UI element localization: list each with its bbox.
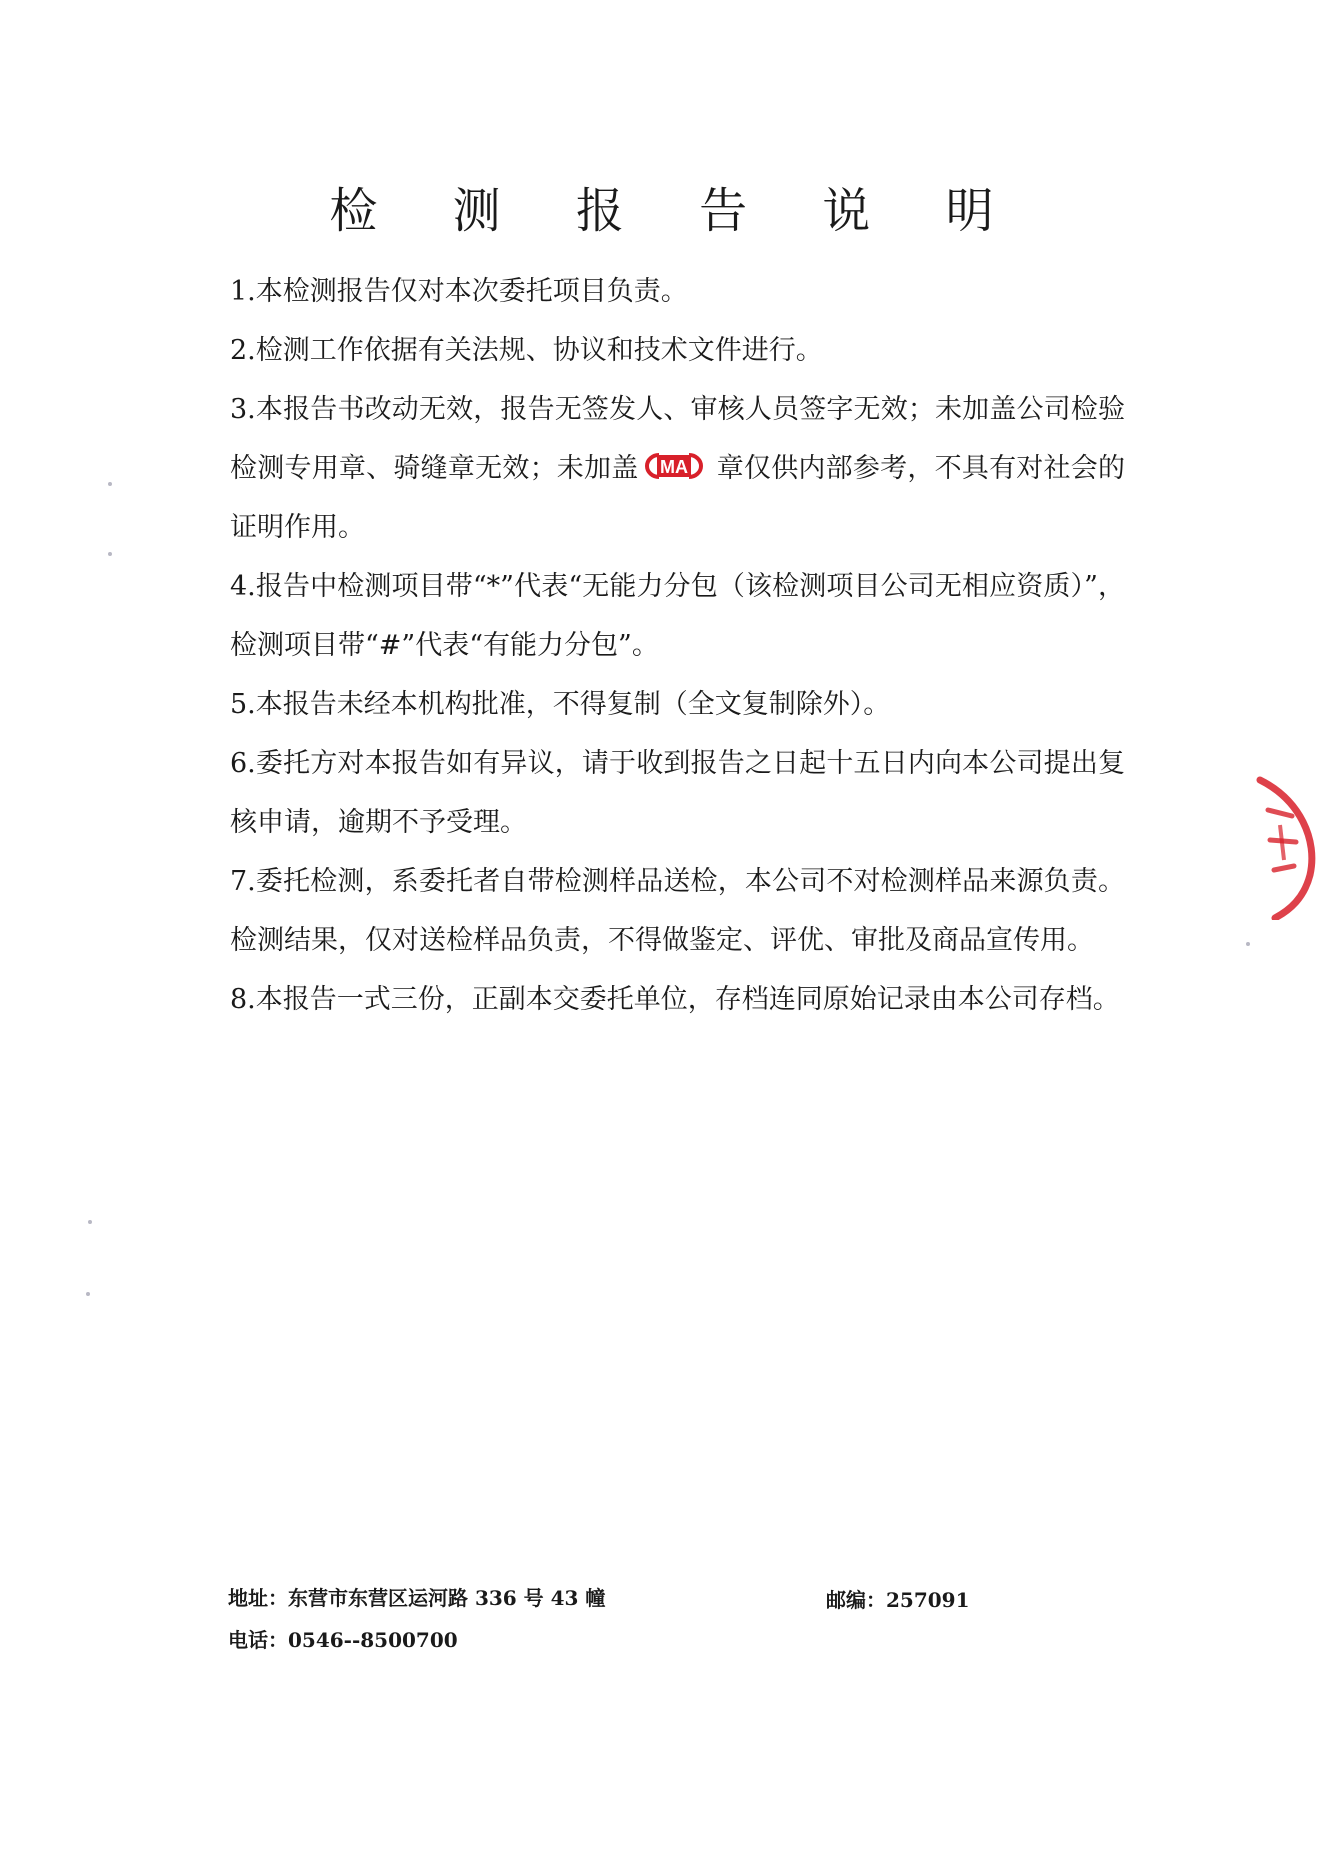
scan-speck: [1246, 942, 1250, 946]
footer-zip: 邮编：257091: [826, 1588, 970, 1612]
page-title: 检 测 报 告 说 明: [329, 183, 1024, 239]
notes-list: [230, 262, 1125, 1029]
list-item: 1.本检测报告仅对本次委托项目负责。: [230, 276, 688, 307]
scan-speck: [86, 1292, 90, 1296]
cma-mark-label: MA: [659, 456, 688, 477]
cma-mark-icon: [645, 451, 703, 481]
list-item: 2.检测工作依据有关法规、协议和技术文件进行。: [230, 335, 823, 366]
scan-speck: [108, 482, 112, 486]
scan-speck: [88, 1220, 92, 1224]
footer-address: 地址：东营市东营区运河路 336 号 43 幢: [228, 1586, 606, 1610]
list-item: 5.本报告未经本机构批准，不得复制（全文复制除外）。: [230, 689, 891, 720]
list-item: 4.报告中检测项目带“*”代表“无能力分包（该检测项目公司无相应资质）”，检测项目带“#”代表“有能力分包”。: [230, 571, 1125, 661]
list-item: 8.本报告一式三份，正副本交委托单位，存档连同原始记录由本公司存档。: [230, 984, 1120, 1015]
list-item: 6.委托方对本报告如有异议，请于收到报告之日起十五日内向本公司提出复核申请，逾期不予受理。: [230, 748, 1125, 838]
list-item: 3.本报告书改动无效，报告无签发人、审核人员签字无效；未加盖公司检验检测专用章、骑缝章无效；未加盖 MA 章仅供内部参考，不具有对社会的证明作用。: [230, 394, 1125, 543]
scan-speck: [108, 552, 112, 556]
seal-stamp-icon: [1240, 770, 1320, 920]
footer-tel: 电话：0546--8500700: [228, 1628, 458, 1652]
list-item: 7.委托检测，系委托者自带检测样品送检，本公司不对检测样品来源负责。检测结果，仅对送检样品负责，不得做鉴定、评优、审批及商品宣传用。: [230, 866, 1125, 956]
